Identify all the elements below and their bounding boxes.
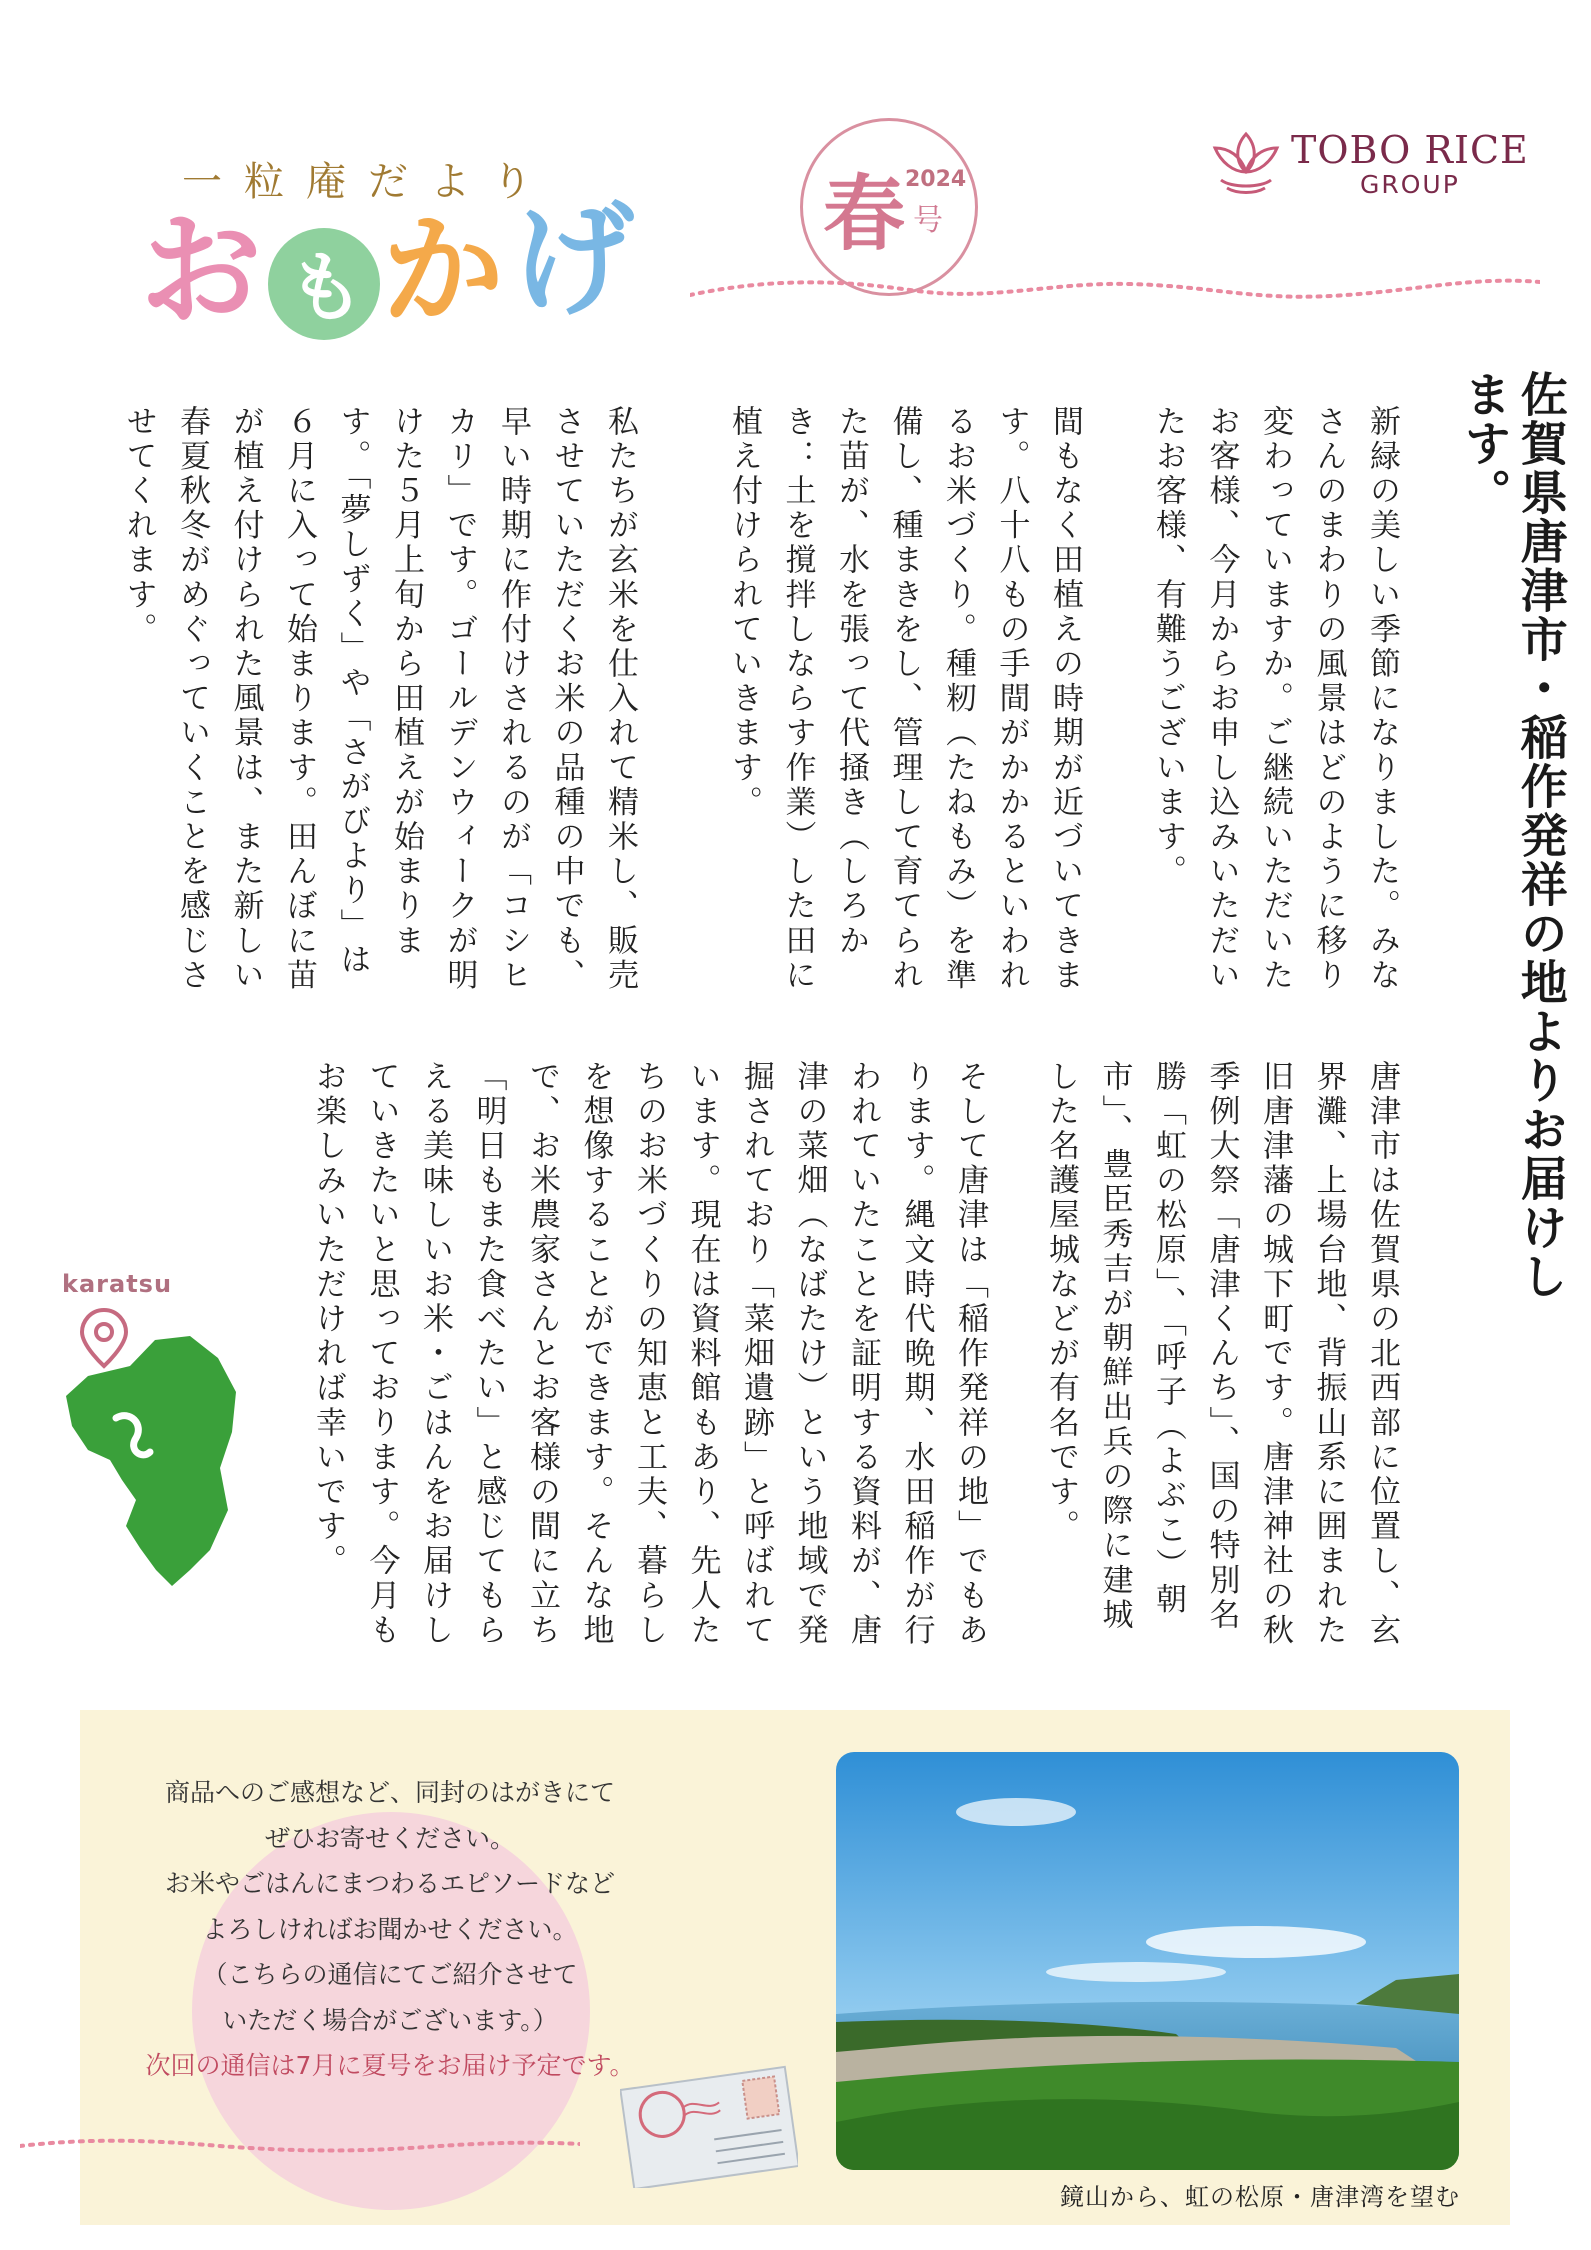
brand-logo <box>1205 118 1545 208</box>
feedback-message <box>100 1770 680 2089</box>
lotus-icon <box>1205 126 1287 196</box>
season-year: 2024 <box>905 167 967 192</box>
newsletter-series-name: 一粒庵だより <box>182 159 554 205</box>
article-paragraph-3: 私たちが玄米を仕入れて精米し、販売させていただくお米の品種の中でも、早い時期に作付けされるのが「コシヒカリ」です。ゴールデンウィークが明けた５月上旬から田植えが始まります。「夢しずく」や「さがびより」は６月に入って始まります。田んぼに苗が植え付けられた風景は、また新しい春夏秋冬がめぐっていくことを感じさせてくれます。 <box>120 405 638 994</box>
feedback-line: ぜひお寄せください。 <box>264 1823 515 1853</box>
feedback-line: （こちらの通信にてご紹介させて <box>202 1960 578 1989</box>
map-label: karatsu <box>62 1270 173 1298</box>
logo-char-o: お <box>140 200 262 342</box>
photo-caption: 鏡山から、虹の松原・唐津湾を望む <box>1060 2183 1460 2211</box>
logo-char-mo: も <box>288 243 364 332</box>
feedback-line: いただく場合がございます。） <box>222 2005 558 2035</box>
article-paragraph-5: そして唐津は「稲作発祥の地」でもあります。縄文時代晩期、水田稲作が行われていたことを証明する資料が、唐津の菜畑（なばたけ）という地域で発掘されており「菜畑遺跡」と呼ばれています。現在は資料館もあり、先人たちのお米づくりの知恵と工夫、暮らしを想像することができます。そんな地で、お米農家さんとお客様の間に立ち「明日もまた食べたい」と感じてもらえる美味しいお米・ごはんをお届けしていきたいと思っております。今月もお楽しみいただければ幸いです。 <box>310 1060 988 1649</box>
next-issue-note: 次回の通信は7月に夏号をお届け予定です。 <box>145 2051 635 2080</box>
feedback-line: お米やごはんにまつわるエピソードなど <box>164 1869 615 1898</box>
bottom-wave-divider <box>20 2130 580 2160</box>
brand-name: TOBO RICE <box>1291 128 1529 172</box>
kyushu-map-icon <box>60 1300 260 1590</box>
season-main: 春 <box>823 166 906 262</box>
article-headline: 佐賀県唐津市・稲作発祥の地よりお届けします。 <box>1456 370 1568 1301</box>
logo-char-ka: か <box>382 200 504 342</box>
header-wave-divider <box>690 270 1540 310</box>
logo-char-ge: げ <box>512 190 634 332</box>
feedback-line: 商品へのご感想など、同封のはがきにて <box>164 1778 615 1807</box>
brand-group: GROUP <box>1360 170 1460 199</box>
karatsu-bay-photo <box>836 1752 1459 2170</box>
article-paragraph-1: 新緑の美しい季節になりました。みなさんのまわりの風景はどのように移り変わっていますか。ご継続いただいたお客様、今月からお申し込みいただいたお客様、有難うございます。 <box>1150 405 1400 994</box>
season-suffix: 号 <box>913 203 943 238</box>
postcard-icon <box>620 2060 798 2188</box>
article-paragraph-2: 間もなく田植えの時期が近づいてきます。八十八もの手間がかかるといわれるお米づくり。種籾（たねもみ）を準備し、種まきをし、管理して育てられた苗が、水を張って代掻き（しろかき：土を撹拌しならす作業）した田に植え付けられていきます。 <box>726 405 1083 994</box>
newsletter-title-logo <box>140 190 640 350</box>
feedback-line: よろしければお聞かせください。 <box>202 1914 578 1944</box>
article-paragraph-4: 唐津市は佐賀県の北西部に位置し、玄界灘、上場台地、背振山系に囲まれた旧唐津藩の城下町です。唐津神社の秋季例大祭「唐津くんち」、国の特別名勝「虹の松原」、「呼子（よぶこ）朝市」、豊臣秀吉が朝鮮出兵の際に建城した名護屋城などが有名です。 <box>1043 1060 1400 1649</box>
